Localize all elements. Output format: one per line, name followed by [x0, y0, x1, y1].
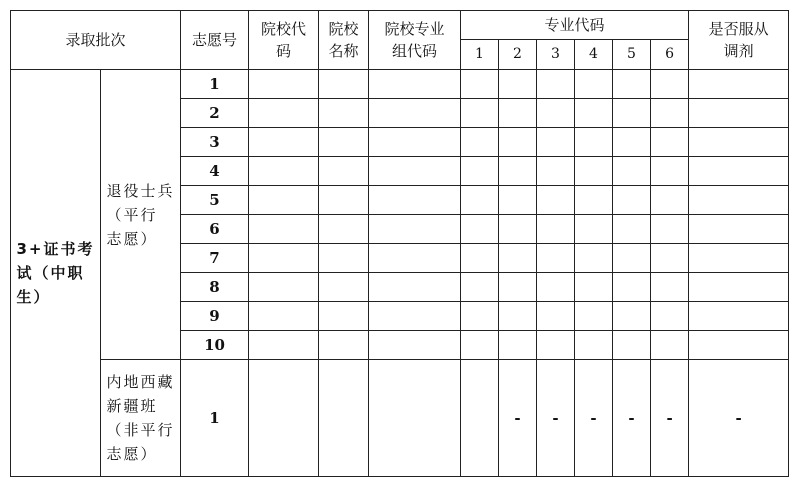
major-group-code-cell[interactable] — [369, 273, 461, 302]
major-code-cell-2[interactable] — [499, 244, 537, 273]
volunteer-no-cell: 10 — [181, 331, 249, 360]
school-code-cell[interactable] — [249, 360, 319, 477]
volunteer-no-cell: 4 — [181, 157, 249, 186]
major-code-cell-1[interactable] — [461, 360, 499, 477]
major-code-cell-4[interactable] — [575, 70, 613, 99]
major-code-cell-6[interactable] — [651, 186, 689, 215]
major-code-cell-2[interactable] — [499, 70, 537, 99]
major-code-cell-5[interactable] — [613, 157, 651, 186]
major-code-cell-6[interactable] — [651, 128, 689, 157]
header-major-code-2: 2 — [499, 40, 537, 70]
adjustment-cell[interactable] — [689, 215, 789, 244]
school-name-cell[interactable] — [319, 70, 369, 99]
school-name-cell[interactable] — [319, 302, 369, 331]
major-code-cell-3[interactable] — [537, 244, 575, 273]
group-name-cell — [101, 70, 181, 360]
major-group-code-cell[interactable] — [369, 331, 461, 360]
major-code-cell-5: - — [613, 360, 651, 477]
major-code-cell-5[interactable] — [613, 215, 651, 244]
volunteer-no-cell: 1 — [181, 360, 249, 477]
major-code-cell-4[interactable] — [575, 273, 613, 302]
school-name-cell[interactable] — [319, 186, 369, 215]
major-code-cell-1[interactable] — [461, 70, 499, 99]
school-code-cell[interactable] — [249, 302, 319, 331]
header-batch: 录取批次 — [11, 11, 181, 70]
major-code-cell-3[interactable] — [537, 302, 575, 331]
header-major-code-6: 6 — [651, 40, 689, 70]
group-name-tibet-xinjiang: 内地西藏 新疆班 （非平行 志愿） — [106, 373, 175, 463]
school-name-cell[interactable] — [319, 273, 369, 302]
school-code-cell[interactable] — [249, 331, 319, 360]
major-code-cell-6: - — [651, 360, 689, 477]
major-code-cell-6[interactable] — [651, 302, 689, 331]
school-name-cell[interactable] — [319, 331, 369, 360]
adjustment-cell[interactable] — [689, 99, 789, 128]
school-code-cell[interactable] — [249, 244, 319, 273]
volunteer-no-cell: 7 — [181, 244, 249, 273]
school-code-cell[interactable] — [249, 128, 319, 157]
major-code-cell-4[interactable] — [575, 128, 613, 157]
adjustment-cell[interactable] — [689, 331, 789, 360]
major-code-cell-5[interactable] — [613, 186, 651, 215]
school-name-cell[interactable] — [319, 244, 369, 273]
volunteer-no-cell: 9 — [181, 302, 249, 331]
volunteer-no-cell: 5 — [181, 186, 249, 215]
header-volunteer-no: 志愿号 — [181, 11, 249, 70]
major-code-cell-1[interactable] — [461, 157, 499, 186]
school-name-cell[interactable] — [319, 157, 369, 186]
header-school-name: 院校 名称 — [319, 11, 369, 70]
major-code-cell-1[interactable] — [461, 186, 499, 215]
school-code-cell[interactable] — [249, 99, 319, 128]
volunteer-no-cell: 2 — [181, 99, 249, 128]
volunteer-no-cell: 1 — [181, 70, 249, 99]
adjustment-cell[interactable] — [689, 186, 789, 215]
major-group-code-cell[interactable] — [369, 302, 461, 331]
major-code-cell-4[interactable] — [575, 331, 613, 360]
major-code-cell-4[interactable] — [575, 215, 613, 244]
major-group-code-cell[interactable] — [369, 128, 461, 157]
header-major-code-3: 3 — [537, 40, 575, 70]
major-code-cell-2[interactable] — [499, 186, 537, 215]
major-code-cell-1[interactable] — [461, 128, 499, 157]
major-code-cell-1[interactable] — [461, 244, 499, 273]
batch-name: 3+证书考 试（中职 生） — [16, 240, 95, 306]
major-code-cell-2[interactable] — [499, 215, 537, 244]
major-code-cell-3[interactable] — [537, 215, 575, 244]
major-code-cell-3: - — [537, 360, 575, 477]
school-name-cell[interactable] — [319, 99, 369, 128]
major-code-cell-6[interactable] — [651, 99, 689, 128]
major-code-cell-2[interactable] — [499, 99, 537, 128]
school-code-cell[interactable] — [249, 186, 319, 215]
school-code-cell[interactable] — [249, 70, 319, 99]
major-code-cell-3[interactable] — [537, 273, 575, 302]
major-code-cell-4[interactable] — [575, 157, 613, 186]
major-code-cell-5[interactable] — [613, 70, 651, 99]
major-group-code-cell[interactable] — [369, 360, 461, 477]
major-code-cell-4[interactable] — [575, 186, 613, 215]
major-code-cell-1[interactable] — [461, 331, 499, 360]
volunteer-no-cell: 8 — [181, 273, 249, 302]
adjustment-cell[interactable] — [689, 128, 789, 157]
major-code-cell-2[interactable] — [499, 128, 537, 157]
major-group-code-cell[interactable] — [369, 186, 461, 215]
school-code-cell[interactable] — [249, 157, 319, 186]
header-major-code-1: 1 — [461, 40, 499, 70]
major-code-cell-5[interactable] — [613, 273, 651, 302]
volunteer-form-table — [10, 10, 789, 477]
major-code-cell-6[interactable] — [651, 215, 689, 244]
school-code-cell[interactable] — [249, 273, 319, 302]
major-code-cell-3[interactable] — [537, 128, 575, 157]
major-code-cell-2[interactable] — [499, 302, 537, 331]
major-code-cell-1[interactable] — [461, 99, 499, 128]
school-name-cell[interactable] — [319, 128, 369, 157]
major-code-cell-5[interactable] — [613, 128, 651, 157]
major-code-cell-6[interactable] — [651, 157, 689, 186]
major-group-code-cell[interactable] — [369, 157, 461, 186]
major-code-cell-3[interactable] — [537, 331, 575, 360]
school-name-cell[interactable] — [319, 215, 369, 244]
group-name-cell — [101, 360, 181, 477]
school-code-cell[interactable] — [249, 215, 319, 244]
major-code-cell-5[interactable] — [613, 302, 651, 331]
volunteer-no-cell: 3 — [181, 128, 249, 157]
major-code-cell-5[interactable] — [613, 99, 651, 128]
major-code-cell-2[interactable] — [499, 273, 537, 302]
header-major-group-code: 院校专业 组代码 — [369, 11, 461, 70]
major-code-cell-6[interactable] — [651, 70, 689, 99]
major-code-cell-5[interactable] — [613, 331, 651, 360]
header-accept-adjustment: 是否服从 调剂 — [689, 11, 789, 70]
major-group-code-cell[interactable] — [369, 215, 461, 244]
volunteer-no-cell: 6 — [181, 215, 249, 244]
major-code-cell-5[interactable] — [613, 244, 651, 273]
major-code-cell-6[interactable] — [651, 331, 689, 360]
header-major-code-4: 4 — [575, 40, 613, 70]
major-code-cell-4[interactable] — [575, 99, 613, 128]
header-major-code: 专业代码 — [461, 11, 689, 40]
batch-name-cell — [11, 70, 101, 477]
major-code-cell-1[interactable] — [461, 273, 499, 302]
major-code-cell-6[interactable] — [651, 244, 689, 273]
major-code-cell-3[interactable] — [537, 157, 575, 186]
major-group-code-cell[interactable] — [369, 99, 461, 128]
major-code-cell-4: - — [575, 360, 613, 477]
major-code-cell-3[interactable] — [537, 99, 575, 128]
major-code-cell-2[interactable] — [499, 331, 537, 360]
major-code-cell-3[interactable] — [537, 186, 575, 215]
major-code-cell-2: - — [499, 360, 537, 477]
major-code-cell-4[interactable] — [575, 302, 613, 331]
major-group-code-cell[interactable] — [369, 244, 461, 273]
adjustment-cell[interactable] — [689, 302, 789, 331]
header-major-code-5: 5 — [613, 40, 651, 70]
major-code-cell-2[interactable] — [499, 157, 537, 186]
major-group-code-cell[interactable] — [369, 70, 461, 99]
adjustment-cell[interactable] — [689, 273, 789, 302]
major-code-cell-1[interactable] — [461, 302, 499, 331]
group-name-veterans: 退役士兵 （平行 志愿） — [106, 181, 175, 248]
adjustment-cell: - — [689, 360, 789, 477]
header-school-code: 院校代 码 — [249, 11, 319, 70]
adjustment-cell[interactable] — [689, 157, 789, 186]
major-code-cell-1[interactable] — [461, 215, 499, 244]
major-code-cell-3[interactable] — [537, 70, 575, 99]
adjustment-cell[interactable] — [689, 70, 789, 99]
major-code-cell-6[interactable] — [651, 273, 689, 302]
adjustment-cell[interactable] — [689, 244, 789, 273]
school-name-cell[interactable] — [319, 360, 369, 477]
major-code-cell-4[interactable] — [575, 244, 613, 273]
